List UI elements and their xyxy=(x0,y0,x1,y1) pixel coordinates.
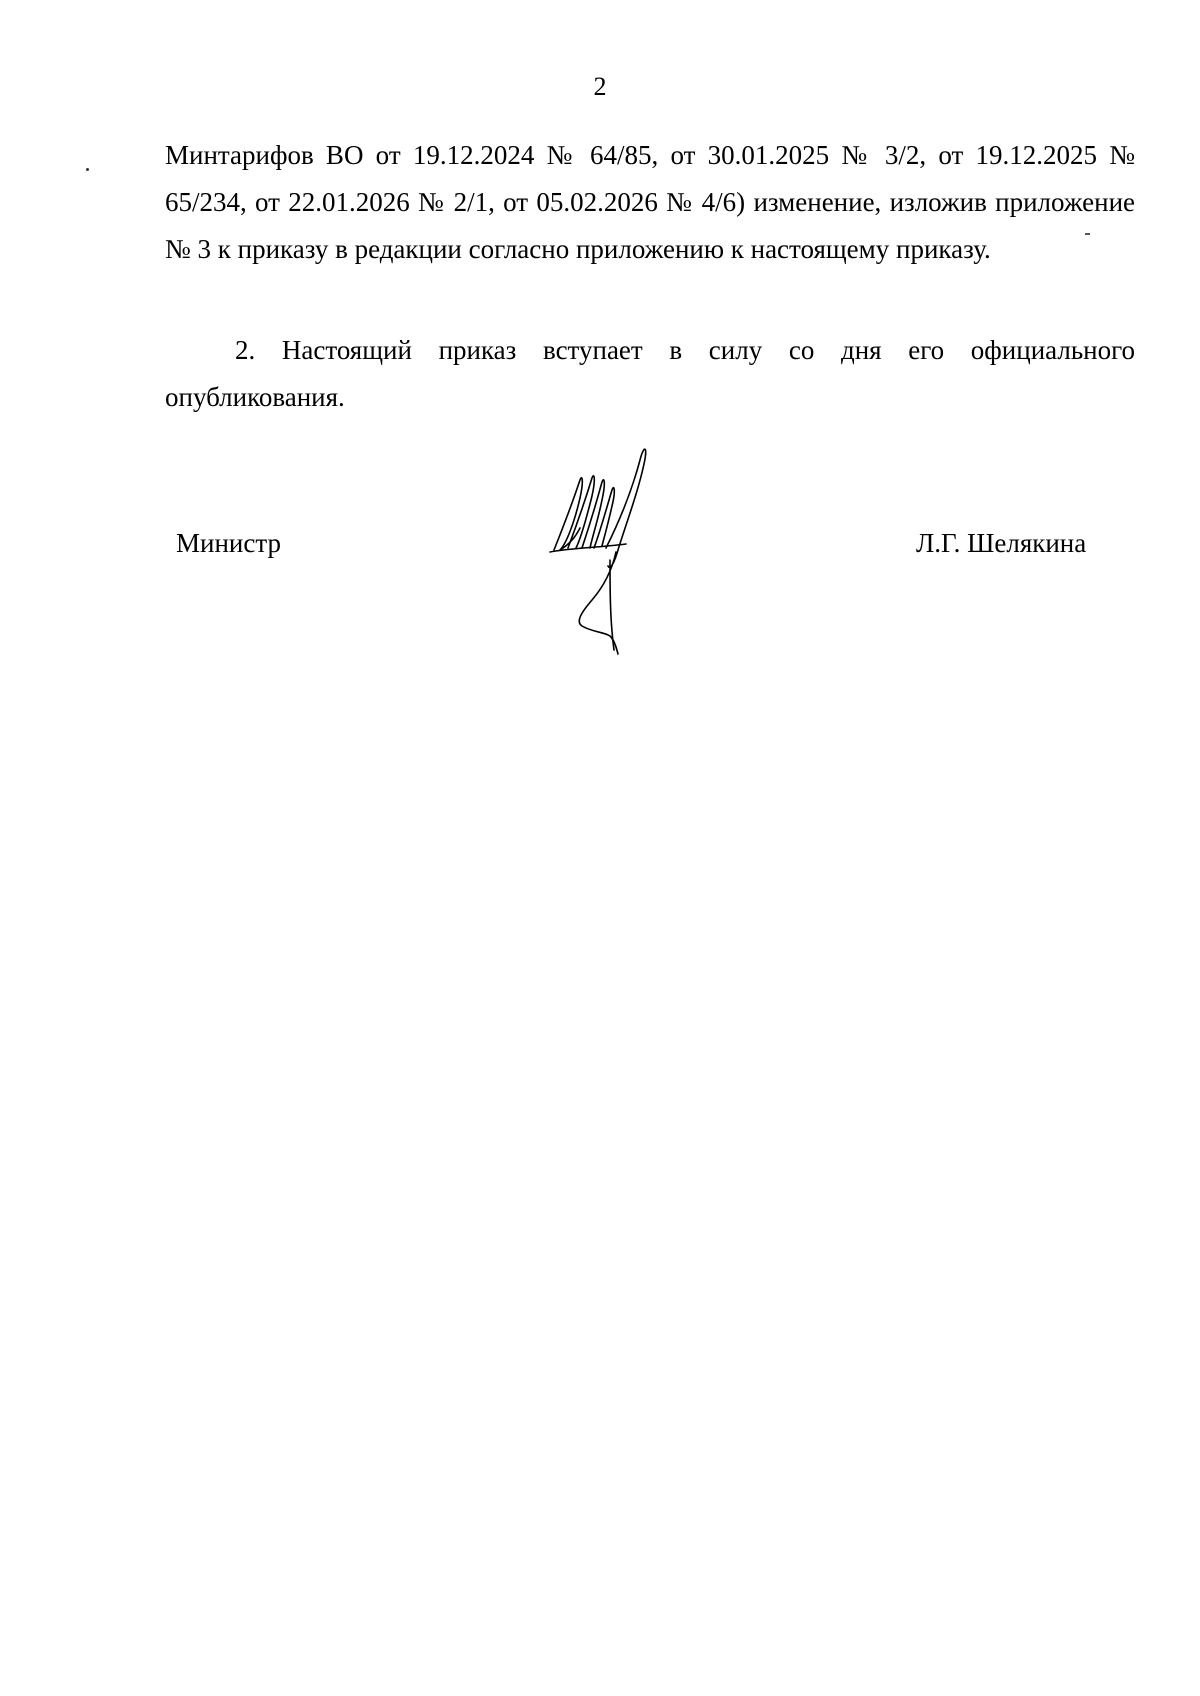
signatory-title: Министр xyxy=(176,528,281,558)
paragraph-2: 2. Настоящий приказ вступает в силу со дня его официального опубликования. xyxy=(165,335,1135,412)
scan-artifact-dot xyxy=(86,168,89,171)
paragraph-1: Минтарифов ВО от 19.12.2024 № 64/85, от 30.01.2025 № 3/2, от 19.12.2025 № 65/234, от 22.01.2026 № 2/1, от 05.02.2026 № 4/6) изменение, изложив приложение № 3 к приказу в редакции согласно приложению к настоящему приказу. xyxy=(165,140,1135,264)
signatory-name: Л.Г. Шелякина xyxy=(916,528,1087,558)
handwritten-signature-icon xyxy=(540,440,680,670)
page-number: 2 xyxy=(593,72,607,101)
